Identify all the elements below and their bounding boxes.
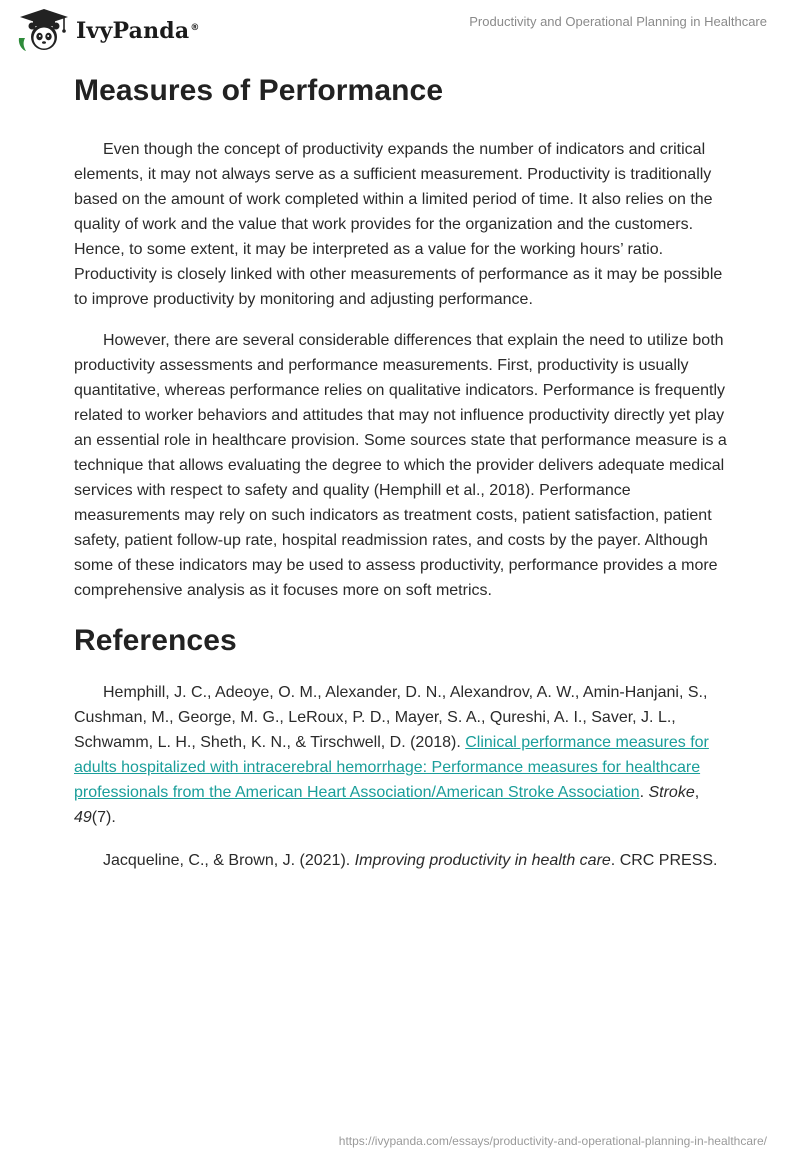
reference-punct: , — [694, 784, 700, 801]
logo-text: IvyPanda® — [76, 18, 200, 44]
footer-url[interactable]: https://ivypanda.com/essays/productivity-and-operational-planning-in-healthcare/ — [338, 1134, 767, 1148]
reference-link[interactable]: Clinical performance measures for adults hospitalized with intracerebral hemorrhage: Performance measures for healthcare professionals from the American Heart Association/American Stroke Association — [74, 734, 709, 801]
paragraph: However, there are several considerable differences that explain the need to utilize both productivity assessments and performance measurements. First, productivity is usually quantitative, whereas performance relies on qualitative indicators. Performance is frequently related to worker behaviors and attitudes that may not influence productivity directly yet play an essential role in healthcare provision. Some sources state that performance measure is a technique that allows evaluating the degree to which the provider delivers adequate medical services with respect to safety and quality (Hemphill et al., 2018). Performance measurements may rely on such indicators as treatment costs, patient satisfaction, patient safety, patient follow-up rate, hospital readmission rates, and costs by the payer. Although some of these indicators may be used to assess productivity, performance provides a more comprehensive analysis as it focuses more on soft metrics. — [74, 332, 727, 599]
reference-authors: Jacqueline, C., & Brown, J. (2021). — [103, 852, 355, 869]
panda-graduate-icon — [14, 8, 70, 52]
reference-authors: Hemphill, J. C., Adeoye, O. M., Alexander, D. N., Alexandrov, A. W., Amin-Hanjani, S., Cushman, M., George, M. G., LeRoux, P. D., Mayer, S. A., Qureshi, A. I., Saver, J. L., Schwamm, L. H., Sheth, K. N., & Tirschwell, D. (2018). — [74, 684, 708, 751]
reference-title: Improving productivity in health care — [354, 852, 611, 869]
reference-volume: 49 — [74, 809, 92, 826]
paragraph: Even though the concept of productivity expands the number of indicators and critical elements, it may not always serve as a sufficient measurement. Productivity is traditionally based on the amount of work completed within a limited period of time. It also relies on the quality of work and the value that work provides for the organization and the customers. Hence, to some extent, it may be interpreted as a value for the working hours’ ratio. Productivity is closely linked with other measurements of performance as it may be possible to improve productivity by monitoring and adjusting performance. — [74, 141, 723, 308]
section-heading-references: References — [74, 624, 237, 657]
reference-journal: Stroke — [648, 784, 695, 801]
site-logo[interactable] — [14, 8, 200, 52]
section-heading-performance: Measures of Performance — [74, 74, 444, 107]
document-body — [74, 72, 734, 891]
reference-issue: (7). — [91, 809, 116, 826]
running-title: Productivity and Operational Planning in Healthcare — [469, 14, 767, 29]
reference-publisher: . CRC PRESS. — [610, 852, 718, 869]
reference-punct: . — [639, 784, 649, 801]
reference-item — [74, 680, 734, 830]
reference-item — [74, 848, 734, 873]
